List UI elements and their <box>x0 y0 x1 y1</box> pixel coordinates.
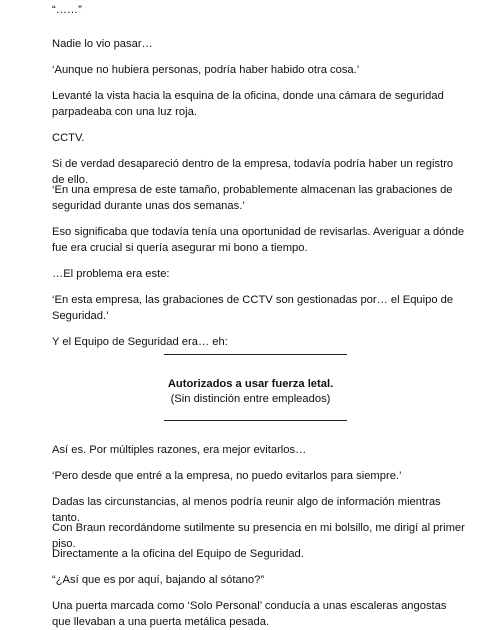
paragraph-cctv: CCTV. <box>52 132 85 144</box>
notice-divider-bottom <box>164 420 347 421</box>
paragraph-two-weeks: ‘En una empresa de este tamaño, probablemente almacenan las grabaciones de seguridad durante unas dos semanas.’ <box>52 184 453 212</box>
paragraph-basement: “¿Así que es por aquí, bajando al sótano?” <box>52 574 265 586</box>
notice-subtitle: (Sin distinción entre empleados) <box>170 393 331 405</box>
paragraph-security-team: Y el Equipo de Seguridad era… eh: <box>52 336 228 348</box>
paragraph-managed-by: ‘En esta empresa, las grabaciones de CCTV son gestionadas por… el Equipo de Seguridad.’ <box>52 294 454 322</box>
paragraph-gather-info: Dadas las circunstancias, al menos podría reunir algo de información mientras tanto. <box>52 496 441 524</box>
notice-divider-top <box>164 354 347 355</box>
paragraph-cannot-avoid: ‘Pero desde que entré a la empresa, no puedo evitarlos para siempre.’ <box>52 470 402 482</box>
paragraph-avoid: Así es. Por múltiples razones, era mejor evitarlos… <box>52 444 307 456</box>
paragraph-office: Directamente a la oficina del Equipo de Seguridad. <box>52 548 304 560</box>
paragraph-nobody-saw: Nadie lo vio pasar… <box>52 38 153 50</box>
paragraph-chance: Eso significaba que todavía tenía una oportunidad de revisarlas. Averiguar a dónde fue era crucial si quería asegurar mi bono a tiempo. <box>52 226 465 254</box>
paragraph-something-else: ‘Aunque no hubiera personas, podría haber habido otra cosa.’ <box>52 64 360 76</box>
paragraph-problem: …El problema era este: <box>52 268 170 280</box>
notice-title: Autorizados a usar fuerza letal. <box>167 378 334 390</box>
paragraph-camera: Levanté la vista hacia la esquina de la oficina, donde una cámara de seguridad parpadeaba con una luz roja. <box>52 90 444 118</box>
paragraph-ellipsis-quote: “……” <box>52 4 82 16</box>
paragraph-staff-door: Una puerta marcada como ‘Solo Personal’ conducía a unas escaleras angostas que llevaban a una puerta metálica pesada. <box>52 600 447 628</box>
paragraph-record: Si de verdad desapareció dentro de la empresa, todavía podría haber un registro de ello. <box>52 158 454 186</box>
paragraph-braun: Con Braun recordándome sutilmente su presencia en mi bolsillo, me dirigí al primer piso. <box>52 522 465 550</box>
